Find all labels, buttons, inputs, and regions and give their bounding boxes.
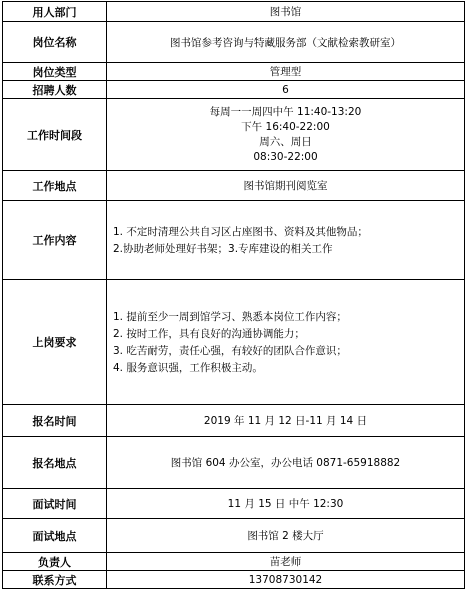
value-type: 管理型	[107, 63, 465, 81]
label-contact-person: 负责人	[3, 553, 107, 571]
value-hours	[107, 99, 465, 171]
value-interview-place: 图书馆 2 楼大厅	[107, 519, 465, 553]
label-contact: 联系方式	[3, 571, 107, 589]
value-contact-person: 苗老师	[107, 553, 465, 571]
label-apply-time: 报名时间	[3, 405, 107, 437]
row-type	[3, 63, 465, 81]
row-contact-person	[3, 553, 465, 571]
value-interview-time: 11 月 15 日 中午 12:30	[107, 489, 465, 519]
label-interview-time: 面试时间	[3, 489, 107, 519]
label-requirements: 上岗要求	[3, 280, 107, 405]
value-requirements	[107, 280, 465, 405]
row-contact	[3, 571, 465, 589]
row-dept	[3, 2, 465, 22]
requirement-line-1: 1. 提前至少一周到馆学习、熟悉本岗位工作内容；	[113, 311, 347, 323]
value-apply-place: 图书馆 604 办公室，办公电话 0871-65918882	[107, 437, 465, 489]
row-position	[3, 22, 465, 63]
row-location	[3, 171, 465, 201]
row-apply-place	[3, 437, 465, 489]
requirement-line-4: 4. 服务意识强，工作积极主动。	[113, 362, 263, 374]
hours-line-2: 下午 16:40-22:00	[241, 120, 330, 133]
hours-line-3: 周六、周日	[259, 135, 312, 148]
value-duties	[107, 201, 465, 280]
value-location: 图书馆期刊阅览室	[107, 171, 465, 201]
value-apply-time: 2019 年 11 月 12 日-11 月 14 日	[107, 405, 465, 437]
hours-line-1: 每周一一周四中午 11:40-13:20	[209, 105, 362, 118]
label-dept: 用人部门	[3, 2, 107, 22]
row-duties	[3, 201, 465, 280]
label-duties: 工作内容	[3, 201, 107, 280]
value-position: 图书馆参考咨询与特藏服务部（文献检索教研室）	[107, 22, 465, 63]
row-hours	[3, 99, 465, 171]
label-headcount: 招聘人数	[3, 81, 107, 99]
duty-line-2: 2.协助老师处理好书架；3.专库建设的相关工作	[113, 243, 333, 255]
label-hours: 工作时间段	[3, 99, 107, 171]
row-apply-time	[3, 405, 465, 437]
value-contact: 13708730142	[107, 571, 465, 589]
requirement-line-2: 2. 按时工作，具有良好的沟通协调能力；	[113, 328, 305, 340]
label-apply-place: 报名地点	[3, 437, 107, 489]
label-location: 工作地点	[3, 171, 107, 201]
job-posting-table	[2, 1, 465, 589]
label-interview-place: 面试地点	[3, 519, 107, 553]
value-dept: 图书馆	[107, 2, 465, 22]
label-position: 岗位名称	[3, 22, 107, 63]
hours-line-4: 08:30-22:00	[253, 150, 318, 163]
duty-line-1: 1. 不定时清理公共自习区占座图书、资料及其他物品；	[113, 226, 368, 238]
requirement-line-3: 3. 吃苦耐劳，责任心强，有较好的团队合作意识；	[113, 345, 347, 357]
row-headcount	[3, 81, 465, 99]
row-interview-place	[3, 519, 465, 553]
value-headcount: 6	[107, 81, 465, 99]
row-interview-time	[3, 489, 465, 519]
label-type: 岗位类型	[3, 63, 107, 81]
row-requirements	[3, 280, 465, 405]
